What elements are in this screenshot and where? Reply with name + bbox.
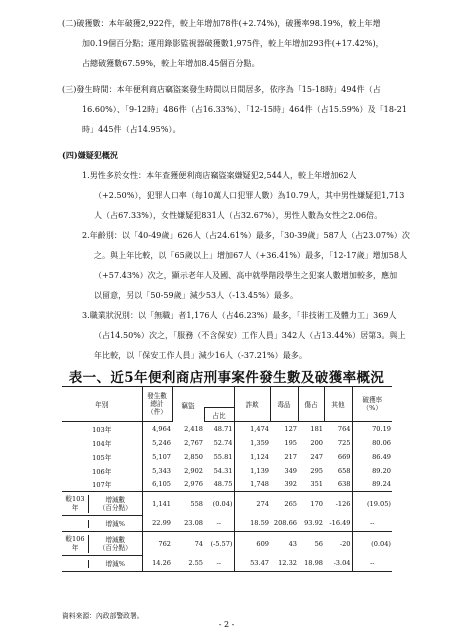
cell-rate: 80.06: [372, 438, 391, 447]
cell-fraud: 609: [256, 539, 269, 548]
table-source-note: 資料來源：內政部警政署。: [62, 612, 144, 620]
cell-share: --: [204, 556, 234, 572]
cell-total: 5,343: [152, 466, 171, 475]
table-row-compare-pct: [62, 516, 392, 532]
cell-assault: 295: [310, 466, 323, 475]
compare-count-label: 增減數 （百分點）: [98, 495, 132, 512]
table-row: [62, 450, 392, 464]
cell-drug: 349: [284, 466, 297, 475]
cell-other: -126: [324, 492, 352, 516]
compare-group-label: 較103 年: [62, 495, 89, 513]
table-row-compare-pct: [62, 556, 392, 572]
cell-share: 54.31: [204, 464, 234, 478]
cell-assault: 93.92: [298, 516, 324, 532]
cell-other: 658: [324, 464, 352, 478]
cell-year: 103年: [62, 422, 142, 436]
text-line: (二)破獲數：本年破獲2,922件，較上年增加78件(+2.74%)，破獲率98.19%，較上年增: [62, 19, 381, 28]
table-title: 表一、近5年便利商店刑事案件發生數及破獲率概況: [68, 370, 385, 386]
cell-drug: 265: [284, 499, 297, 508]
cell-rate: (0.04): [371, 539, 391, 548]
cell-total: 4,964: [152, 424, 171, 433]
header-drug: 毒品: [270, 387, 298, 422]
cell-share: --: [204, 516, 234, 532]
cell-theft: 2,418: [184, 424, 203, 433]
cell-drug: 392: [270, 478, 298, 492]
cell-other: -16.49: [324, 516, 352, 532]
header-fraud: 詐欺: [234, 387, 270, 422]
cell-rate: 70.19: [372, 424, 391, 433]
cell-share: 52.74: [204, 436, 234, 450]
compare-label-cell: [62, 532, 142, 556]
cell-assault: 351: [298, 478, 324, 492]
cell-total: 22.99: [142, 516, 172, 532]
cell-drug: 12.32: [270, 556, 298, 572]
header-theft: 竊盜: [172, 398, 204, 412]
cell-theft: 74: [194, 539, 203, 548]
statistics-table: [62, 386, 392, 572]
text-line: 3.職業狀況別：以「無職」者1,176人（占46.23%）最多，「非技術工及體力工」369人: [82, 311, 397, 320]
cell-total: 5,246: [152, 438, 171, 447]
cell-fraud: 1,359: [250, 438, 269, 447]
compare-group-label: 較106 年: [62, 535, 89, 553]
cell-drug: 217: [284, 452, 297, 461]
text-line: 時」445件（占14.95%）。: [82, 125, 181, 134]
header-clear-rate: 破獲率 （%）: [352, 387, 392, 422]
cell-theft: 2,902: [184, 466, 203, 475]
header-year: 年別: [62, 387, 142, 422]
header-assault: 傷占: [298, 387, 324, 422]
cell-rate: 89.20: [372, 466, 391, 475]
cell-other: -20: [324, 532, 352, 556]
cell-theft: 558: [190, 499, 203, 508]
cell-theft: 2,850: [184, 452, 203, 461]
cell-rate: --: [352, 556, 392, 572]
text-line: （+57.43%）次之，顯示老年人及國、高中就學階段學生之犯案人數增加較多，應加: [94, 271, 398, 280]
cell-assault: 18.98: [298, 556, 324, 572]
text-line: 之。與上年比較，以「65歲以上」增加67人（+36.41%）最多，「12-17歲」增加58人: [94, 251, 408, 260]
text-line: 人（占67.33%），女性嫌疑犯831人（占32.67%），男性人數為女性之2.06倍。: [94, 211, 383, 220]
table-row: [62, 478, 392, 492]
cell-theft: 2,976: [172, 478, 204, 492]
cell-year: 106年: [62, 464, 142, 478]
table-row-compare-count: [62, 532, 392, 556]
cell-other: 725: [324, 436, 352, 450]
section-heading-suspects: (四)嫌疑犯概況: [62, 150, 118, 160]
text-line: 16.60%）、「9-12時」486件（占16.33%）、「12-15時」464件（占15.59%）及「18-21: [82, 105, 407, 114]
compare-label-cell: [62, 516, 142, 532]
cell-fraud: 1,474: [250, 424, 269, 433]
cell-theft: 23.08: [172, 516, 204, 532]
cell-theft: 2,767: [184, 438, 203, 447]
cell-fraud: 1,139: [250, 466, 269, 475]
compare-count-label: 增減數 （百分點）: [98, 535, 132, 552]
header-total: 發生數 總計 （件）: [142, 387, 172, 422]
text-line: 占總破獲數67.59%，較上年增加8.45個百分點。: [82, 59, 260, 68]
table-row-compare-count: [62, 492, 392, 516]
compare-pct-label: 增減%: [105, 519, 125, 528]
table-row: [62, 464, 392, 478]
compare-label-cell: [62, 492, 142, 516]
cell-drug: 43: [288, 539, 297, 548]
cell-share: (-5.57): [204, 532, 234, 556]
cell-drug: 208.66: [270, 516, 298, 532]
compare-pct-label: 增減%: [105, 559, 125, 568]
cell-assault: 170: [310, 499, 323, 508]
compare-label-cell: [62, 556, 142, 572]
cell-fraud: 1,748: [234, 478, 270, 492]
cell-drug: 195: [284, 438, 297, 447]
text-line: 加0.19個百分點；運用錄影監視器破獲數1,975件，較上年增加293件(+17.42%)，: [82, 39, 384, 48]
text-line: （占14.50%）次之，「服務（不含保安）工作人員」342人（占13.44%）居第3。與上: [94, 331, 406, 340]
text-line: 1.男性多於女性：本年查獲便利商店竊盜案嫌疑犯2,544人，較上年增加62人: [82, 171, 357, 180]
cell-rate: --: [352, 516, 392, 532]
cell-rate: 89.24: [352, 478, 392, 492]
cell-total: 6,105: [142, 478, 172, 492]
cell-assault: 200: [310, 438, 323, 447]
cell-fraud: 18.59: [234, 516, 270, 532]
table-row: [62, 436, 392, 450]
text-line: 年比較，以「保安工作人員」減少16人（-37.21%）最多。: [94, 351, 307, 360]
cell-share: 48.75: [204, 478, 234, 492]
cell-other: 764: [324, 422, 352, 436]
cell-total: 762: [158, 539, 171, 548]
cell-total: 1,141: [152, 499, 171, 508]
cell-rate: 86.49: [372, 452, 391, 461]
cell-theft: 2.55: [172, 556, 204, 572]
page-number: - 2 -: [218, 620, 235, 629]
cell-year: 105年: [62, 450, 142, 464]
table-row: [62, 422, 392, 436]
text-line: （+2.50%），犯罪人口率（每10萬人口犯罪人數）為10.79人，其中男性嫌疑犯1,713: [94, 191, 405, 200]
text-line: 以留意，另以「50-59歲」減少53人（-13.45%）最多。: [94, 291, 298, 300]
cell-other: 669: [324, 450, 352, 464]
cell-rate: (19.05): [366, 499, 391, 508]
cell-assault: 181: [310, 424, 323, 433]
text-line: (三)發生時間：本年便利商店竊盜案發生時間以日間居多，依序為「15-18時」494件（占: [62, 85, 381, 94]
cell-share: 48.71: [204, 422, 234, 436]
text-line: 2.年齡別：以「40-49歲」626人（占24.61%）最多，「30-39歲」587人（占23.07%）次: [82, 231, 410, 240]
cell-fraud: 1,124: [250, 452, 269, 461]
cell-share: 55.81: [204, 450, 234, 464]
cell-drug: 127: [284, 424, 297, 433]
header-share: 占比: [204, 408, 234, 422]
cell-share: (0.04): [204, 492, 234, 516]
cell-total: 14.26: [142, 556, 172, 572]
cell-fraud: 53.47: [234, 556, 270, 572]
cell-other: 638: [324, 478, 352, 492]
header-other: 其他: [324, 387, 352, 422]
cell-assault: 56: [314, 539, 323, 548]
cell-year: 107年: [62, 478, 142, 492]
cell-assault: 247: [310, 452, 323, 461]
cell-fraud: 274: [256, 499, 269, 508]
cell-total: 5,107: [152, 452, 171, 461]
cell-year: 104年: [62, 436, 142, 450]
cell-other: -3.04: [324, 556, 352, 572]
